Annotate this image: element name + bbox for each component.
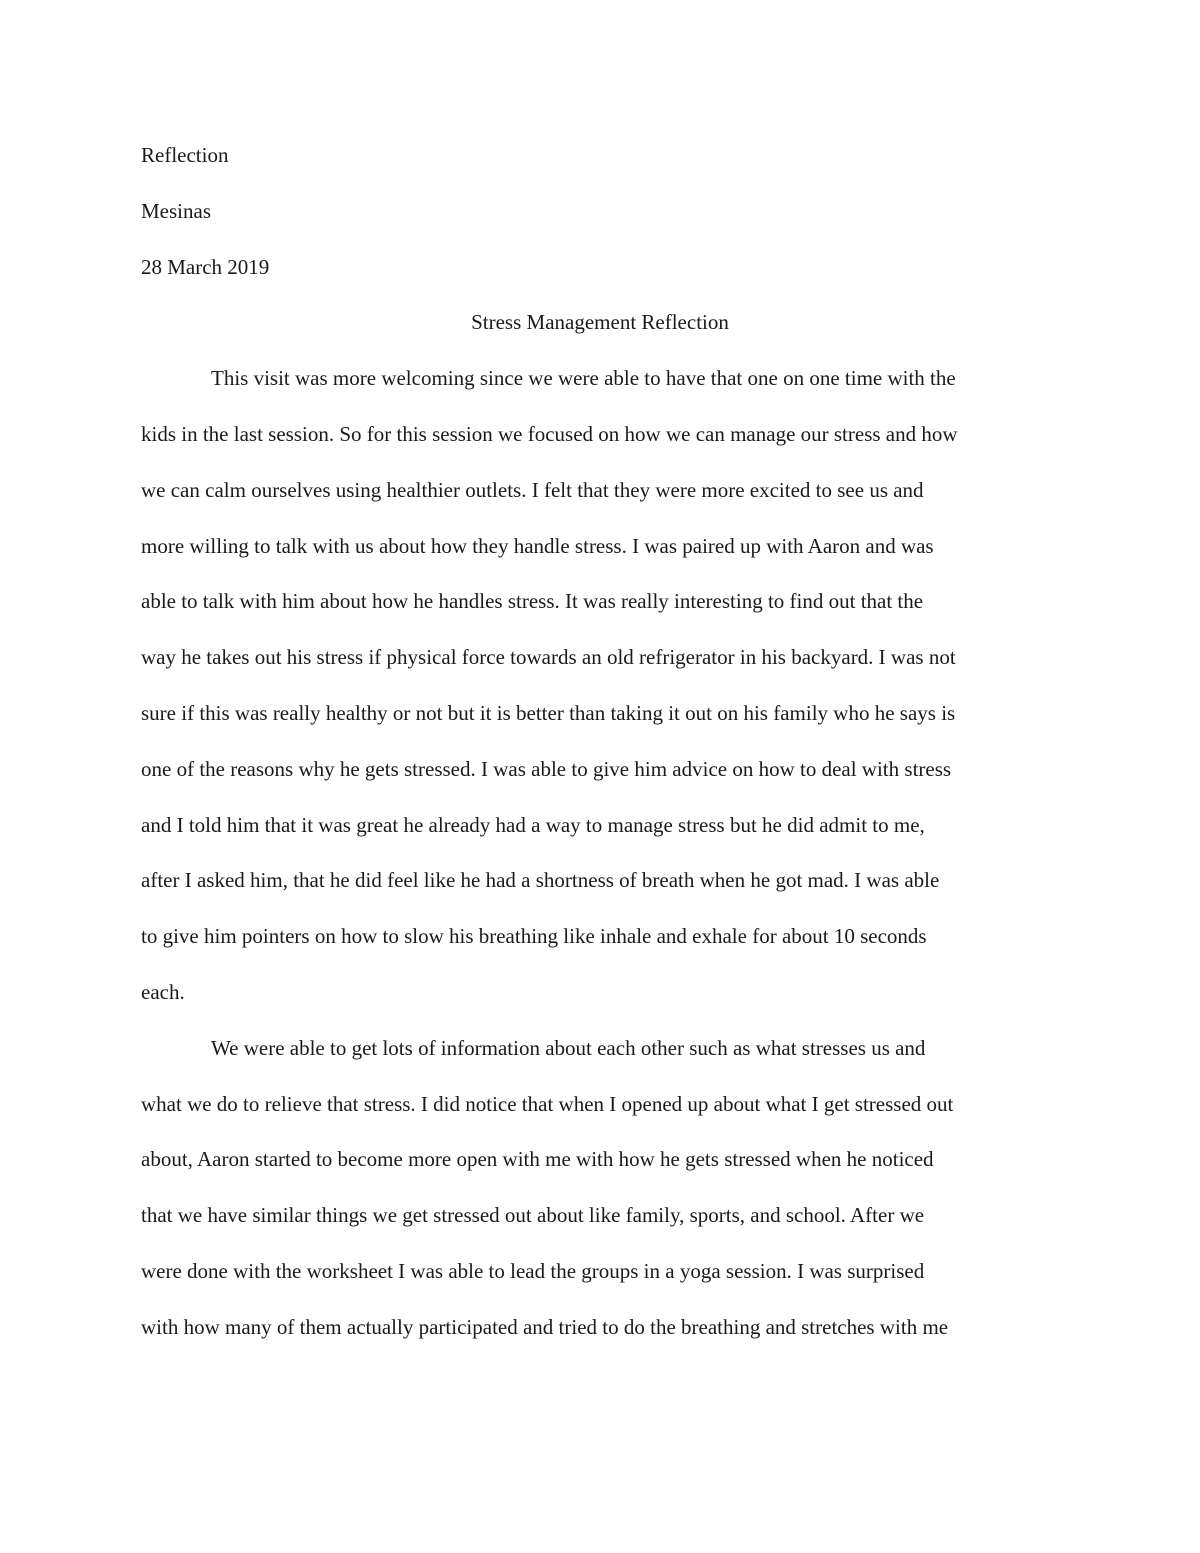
paragraph-line: one of the reasons why he gets stressed. I was able to give him advice on how to deal with stress (141, 756, 952, 781)
paragraph-line: after I asked him, that he did feel like he had a shortness of breath when he got mad. I was able (141, 868, 940, 893)
paragraph-line: what we do to relieve that stress. I did notice that when I opened up about what I get stressed out (141, 1091, 954, 1116)
paragraph-line: that we have similar things we get stressed out about like family, sports, and school. After we (141, 1203, 925, 1228)
header-assignment: Reflection (141, 143, 229, 167)
paragraph-line: able to talk with him about how he handles stress. It was really interesting to find out that the (141, 589, 924, 614)
paragraph-line: way he takes out his stress if physical force towards an old refrigerator in his backyard. I was not (141, 645, 956, 670)
paragraph-1 (141, 351, 1059, 1021)
paragraph-line: were done with the worksheet I was able to lead the groups in a yoga session. I was surprised (141, 1258, 925, 1283)
document-title: Stress Management Reflection (471, 310, 729, 335)
paragraph-line: We were able to get lots of information about each other such as what stresses us and (211, 1035, 926, 1060)
paragraph-line: This visit was more welcoming since we were able to have that one on one time with the (211, 366, 956, 391)
paragraph-line: we can calm ourselves using healthier outlets. I felt that they were more excited to see us and (141, 477, 924, 502)
paragraph-line: each. (141, 979, 185, 1004)
paragraph-line: more willing to talk with us about how they handle stress. I was paired up with Aaron and was (141, 533, 934, 558)
header-author: Mesinas (141, 198, 211, 223)
paragraph-2 (141, 1021, 1059, 1356)
header-date: 28 March 2019 (141, 254, 270, 279)
paragraph-line: kids in the last session. So for this session we focused on how we can manage our stress and how (141, 421, 958, 446)
paragraph-line: with how many of them actually participated and tried to do the breathing and stretches with me (141, 1314, 949, 1339)
document-body (141, 128, 1059, 1356)
paragraph-line: to give him pointers on how to slow his breathing like inhale and exhale for about 10 seconds (141, 924, 927, 949)
paragraph-line: sure if this was really healthy or not but it is better than taking it out on his family who he says is (141, 700, 956, 725)
paragraph-line: and I told him that it was great he already had a way to manage stress but he did admit to me, (141, 812, 925, 837)
paragraph-line: about, Aaron started to become more open with me with how he gets stressed when he noticed (141, 1147, 934, 1172)
